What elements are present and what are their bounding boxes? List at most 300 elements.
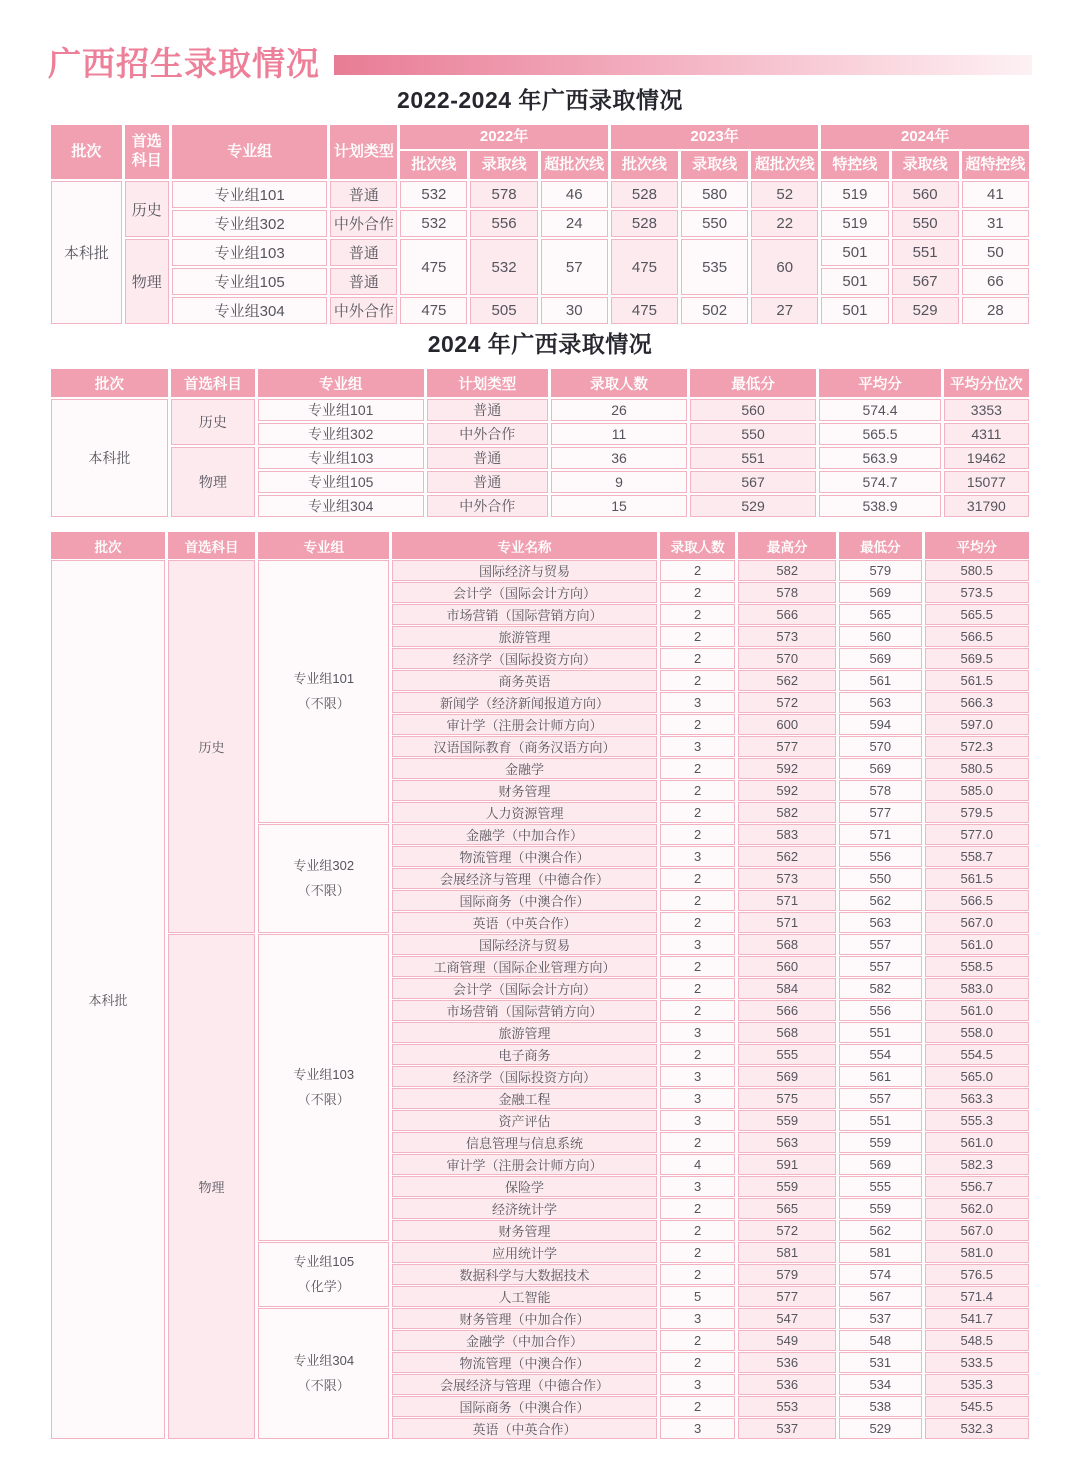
column-header: 专业名称 [392,532,656,559]
score-cell: 475 [611,297,678,324]
score-cell: 532 [470,239,537,295]
year-header: 2024年 [821,125,1029,149]
major-name-cell: 人力资源管理 [392,802,656,823]
subject-cell: 历史 [168,560,255,933]
stat-cell: 31790 [944,495,1029,517]
table-row [51,125,1029,149]
stat-cell: 597.0 [925,714,1030,735]
score-cell: 505 [470,297,537,324]
stat-cell: 2 [660,1264,736,1285]
score-cell: 66 [962,268,1029,295]
stat-cell: 554 [839,1044,921,1065]
stat-cell: 15077 [944,471,1029,493]
stat-cell: 579.5 [925,802,1030,823]
major-name-cell: 旅游管理 [392,626,656,647]
stat-cell: 572 [738,692,836,713]
table-row [51,369,1029,397]
stat-cell: 566 [738,604,836,625]
stat-cell: 569 [839,582,921,603]
plan-type-cell: 普通 [330,181,397,208]
stat-cell: 567 [690,471,816,493]
stat-cell: 566.3 [925,692,1030,713]
plan-type-cell: 普通 [330,239,397,266]
score-cell: 550 [681,210,748,237]
score-cell: 57 [541,239,608,295]
column-header: 首选科目 [171,369,255,397]
stat-cell: 583 [738,824,836,845]
stat-cell: 556.7 [925,1176,1030,1197]
plan-type-cell: 中外合作 [330,210,397,237]
stat-cell: 580.5 [925,758,1030,779]
stat-cell: 3 [660,846,736,867]
stat-cell: 566.5 [925,890,1030,911]
column-header: 首选科目 [168,532,255,559]
score-cell: 556 [470,210,537,237]
stat-cell: 2 [660,978,736,999]
group-cell: 专业组105 [172,268,327,295]
column-header: 首选科目 [125,125,169,179]
stat-cell: 557 [839,1088,921,1109]
stat-cell: 536 [738,1352,836,1373]
plan-type-cell: 中外合作 [330,297,397,324]
stat-cell: 592 [738,758,836,779]
stat-cell: 2 [660,1044,736,1065]
group-cell: 专业组302 [258,423,424,445]
stat-cell: 551 [690,447,816,469]
major-name-cell: 应用统计学 [392,1242,656,1263]
stat-cell: 581.0 [925,1242,1030,1263]
stat-cell: 549 [738,1330,836,1351]
title-decoration-bar [334,55,1032,75]
table-row [51,934,1029,955]
score-cell: 60 [751,239,818,295]
stat-cell: 569 [839,758,921,779]
stat-cell: 3 [660,1418,736,1439]
table-row [51,399,1029,421]
stat-cell: 2 [660,582,736,603]
group-cell: 专业组103 [258,447,424,469]
column-header: 录取人数 [551,369,687,397]
score-cell: 475 [400,297,467,324]
stat-cell: 538.9 [819,495,941,517]
stat-cell: 545.5 [925,1396,1030,1417]
table-row [51,297,1029,324]
stat-cell: 3 [660,1308,736,1329]
stat-cell: 3 [660,1176,736,1197]
stat-cell: 15 [551,495,687,517]
stat-cell: 582.3 [925,1154,1030,1175]
stat-cell: 575 [738,1088,836,1109]
stat-cell: 592 [738,780,836,801]
stat-cell: 569.5 [925,648,1030,669]
table-row [51,532,1029,559]
stat-cell: 3 [660,1088,736,1109]
stat-cell: 594 [839,714,921,735]
stat-cell: 562 [738,846,836,867]
stat-cell: 561.0 [925,1132,1030,1153]
major-name-cell: 财务管理 [392,780,656,801]
score-cell: 501 [821,268,888,295]
stat-cell: 2 [660,890,736,911]
group-cell [258,1242,389,1307]
stat-cell: 2 [660,1242,736,1263]
major-name-cell: 会展经济与管理（中德合作） [392,1374,656,1395]
stat-cell: 571 [738,890,836,911]
stat-cell: 529 [839,1418,921,1439]
stat-cell: 2 [660,1330,736,1351]
year-header: 2023年 [611,125,819,149]
table-row [51,560,1029,581]
batch-cell: 本科批 [51,399,168,517]
stat-cell: 555 [839,1176,921,1197]
stat-cell: 577 [738,736,836,757]
column-subheader: 录取线 [892,151,959,179]
score-cell: 560 [892,181,959,208]
stat-cell: 568 [738,1022,836,1043]
table-row [51,181,1029,208]
major-name-cell: 财务管理 [392,1220,656,1241]
group-cell [258,560,389,823]
stat-cell: 2 [660,868,736,889]
plan-type-cell: 中外合作 [427,495,549,517]
major-name-cell: 市场营销（国际营销方向） [392,1000,656,1021]
score-cell: 22 [751,210,818,237]
stat-cell: 2 [660,1352,736,1373]
major-name-cell: 金融学（中加合作） [392,824,656,845]
stat-cell: 2 [660,1396,736,1417]
stat-cell: 584 [738,978,836,999]
stat-cell: 580.5 [925,560,1030,581]
column-subheader: 录取线 [470,151,537,179]
stat-cell: 579 [738,1264,836,1285]
major-name-cell: 英语（中英合作） [392,912,656,933]
group-name: 专业组302 [293,857,355,873]
score-cell: 528 [611,181,678,208]
stat-cell: 559 [839,1132,921,1153]
stat-cell: 5 [660,1286,736,1307]
major-name-cell: 工商管理（国际企业管理方向） [392,956,656,977]
column-header: 批次 [51,369,168,397]
stat-cell: 2 [660,824,736,845]
stat-cell: 529 [690,495,816,517]
score-cell: 528 [611,210,678,237]
score-cell: 578 [470,181,537,208]
year-header: 2022年 [400,125,608,149]
major-name-cell: 金融工程 [392,1088,656,1109]
stat-cell: 572 [738,1220,836,1241]
score-cell: 31 [962,210,1029,237]
stat-cell: 566.5 [925,626,1030,647]
major-name-cell: 电子商务 [392,1044,656,1065]
major-name-cell: 人工智能 [392,1286,656,1307]
score-cell: 532 [400,181,467,208]
table-2024-admissions-by-major [48,531,1032,1440]
stat-cell: 550 [690,423,816,445]
stat-cell: 563.3 [925,1088,1030,1109]
stat-cell: 577.0 [925,824,1030,845]
major-name-cell: 经济统计学 [392,1198,656,1219]
stat-cell: 561 [839,670,921,691]
stat-cell: 533.5 [925,1352,1030,1373]
stat-cell: 36 [551,447,687,469]
major-name-cell: 经济学（国际投资方向） [392,1066,656,1087]
stat-cell: 578 [738,582,836,603]
stat-cell: 2 [660,1220,736,1241]
group-note: （不限） [297,882,350,898]
stat-cell: 558.7 [925,846,1030,867]
score-cell: 24 [541,210,608,237]
stat-cell: 581 [738,1242,836,1263]
stat-cell: 3 [660,1022,736,1043]
stat-cell: 3 [660,934,736,955]
stat-cell: 3353 [944,399,1029,421]
stat-cell: 556 [839,1000,921,1021]
column-subheader: 录取线 [681,151,748,179]
stat-cell: 561.0 [925,934,1030,955]
stat-cell: 536 [738,1374,836,1395]
score-cell: 27 [751,297,818,324]
stat-cell: 573.5 [925,582,1030,603]
column-header: 平均分位次 [944,369,1029,397]
stat-cell: 558.5 [925,956,1030,977]
score-cell: 532 [400,210,467,237]
stat-cell: 3 [660,736,736,757]
major-name-cell: 保险学 [392,1176,656,1197]
stat-cell: 563 [738,1132,836,1153]
stat-cell: 570 [839,736,921,757]
stat-cell: 535.3 [925,1374,1030,1395]
column-subheader: 超批次线 [751,151,818,179]
stat-cell: 4311 [944,423,1029,445]
stat-cell: 558.0 [925,1022,1030,1043]
stat-cell: 569 [839,1154,921,1175]
stat-cell: 3 [660,1110,736,1131]
stat-cell: 2 [660,714,736,735]
stat-cell: 581 [839,1242,921,1263]
major-name-cell: 财务管理（中加合作） [392,1308,656,1329]
table-row [51,210,1029,237]
stat-cell: 600 [738,714,836,735]
subject-cell: 历史 [125,181,169,237]
plan-type-cell: 普通 [427,399,549,421]
group-note: （化学） [297,1278,350,1294]
stat-cell: 2 [660,780,736,801]
stat-cell: 560 [690,399,816,421]
stat-cell: 572.3 [925,736,1030,757]
group-cell [258,824,389,933]
group-cell: 专业组304 [172,297,327,324]
stat-cell: 571 [738,912,836,933]
table-2022-2024-admissions [48,123,1032,326]
stat-cell: 19462 [944,447,1029,469]
stat-cell: 569 [738,1066,836,1087]
stat-cell: 2 [660,626,736,647]
stat-cell: 574.7 [819,471,941,493]
column-header: 平均分 [925,532,1030,559]
major-name-cell: 资产评估 [392,1110,656,1131]
group-note: （不限） [297,695,350,711]
group-name: 专业组304 [293,1352,355,1368]
stat-cell: 556 [839,846,921,867]
stat-cell: 537 [738,1418,836,1439]
major-name-cell: 金融学 [392,758,656,779]
stat-cell: 555 [738,1044,836,1065]
stat-cell: 2 [660,604,736,625]
stat-cell: 554.5 [925,1044,1030,1065]
stat-cell: 551 [839,1022,921,1043]
stat-cell: 561.0 [925,1000,1030,1021]
stat-cell: 569 [839,648,921,669]
column-subheader: 批次线 [611,151,678,179]
major-name-cell: 会计学（国际会计方向） [392,978,656,999]
group-name: 专业组101 [293,670,355,686]
column-subheader: 特控线 [821,151,888,179]
subject-cell: 物理 [168,934,255,1439]
stat-cell: 591 [738,1154,836,1175]
stat-cell: 553 [738,1396,836,1417]
stat-cell: 559 [738,1110,836,1131]
stat-cell: 547 [738,1308,836,1329]
column-header: 专业组 [258,532,389,559]
stat-cell: 565.0 [925,1066,1030,1087]
stat-cell: 577 [738,1286,836,1307]
group-cell: 专业组105 [258,471,424,493]
stat-cell: 582 [738,560,836,581]
major-name-cell: 商务英语 [392,670,656,691]
score-cell: 41 [962,181,1029,208]
score-cell: 567 [892,268,959,295]
major-name-cell: 会展经济与管理（中德合作） [392,868,656,889]
group-cell [258,1308,389,1439]
column-header: 专业组 [172,125,327,179]
stat-cell: 563 [839,912,921,933]
major-name-cell: 经济学（国际投资方向） [392,648,656,669]
subject-cell: 物理 [171,447,255,517]
group-note: （不限） [297,1091,350,1107]
score-cell: 475 [400,239,467,295]
stat-cell: 2 [660,670,736,691]
stat-cell: 2 [660,1000,736,1021]
column-header: 批次 [51,532,165,559]
stat-cell: 563.9 [819,447,941,469]
stat-cell: 583.0 [925,978,1030,999]
stat-cell: 2 [660,1198,736,1219]
stat-cell: 573 [738,868,836,889]
major-name-cell: 金融学（中加合作） [392,1330,656,1351]
major-name-cell: 国际商务（中澳合作） [392,1396,656,1417]
plan-type-cell: 普通 [427,471,549,493]
stat-cell: 579 [839,560,921,581]
column-subheader: 批次线 [400,151,467,179]
score-cell: 502 [681,297,748,324]
group-cell: 专业组103 [172,239,327,266]
column-header: 最低分 [690,369,816,397]
stat-cell: 537 [839,1308,921,1329]
score-cell: 550 [892,210,959,237]
stat-cell: 570 [738,648,836,669]
stat-cell: 2 [660,912,736,933]
column-header: 计划类型 [330,125,397,179]
score-cell: 46 [541,181,608,208]
stat-cell: 3 [660,692,736,713]
major-name-cell: 会计学（国际会计方向） [392,582,656,603]
group-name: 专业组105 [293,1253,355,1269]
table1-title: 2022-2024 年广西录取情况 [397,87,683,113]
stat-cell: 565 [738,1198,836,1219]
column-header: 最高分 [738,532,836,559]
stat-cell: 2 [660,758,736,779]
column-header: 专业组 [258,369,424,397]
score-cell: 50 [962,239,1029,266]
stat-cell: 574.4 [819,399,941,421]
major-name-cell: 国际商务（中澳合作） [392,890,656,911]
stat-cell: 551 [839,1110,921,1131]
score-cell: 501 [821,297,888,324]
major-name-cell: 新闻学（经济新闻报道方向） [392,692,656,713]
major-name-cell: 物流管理（中澳合作） [392,846,656,867]
plan-type-cell: 普通 [330,268,397,295]
stat-cell: 550 [839,868,921,889]
table-2024-admissions-summary [48,367,1032,519]
stat-cell: 566 [738,1000,836,1021]
stat-cell: 574 [839,1264,921,1285]
column-header: 计划类型 [427,369,549,397]
stat-cell: 571 [839,824,921,845]
major-name-cell: 信息管理与信息系统 [392,1132,656,1153]
stat-cell: 559 [738,1176,836,1197]
stat-cell: 2 [660,1132,736,1153]
stat-cell: 3 [660,1066,736,1087]
major-name-cell: 英语（中英合作） [392,1418,656,1439]
subject-cell: 物理 [125,239,169,324]
score-cell: 52 [751,181,818,208]
major-name-cell: 审计学（注册会计师方向） [392,714,656,735]
stat-cell: 11 [551,423,687,445]
stat-cell: 2 [660,648,736,669]
stat-cell: 562.0 [925,1198,1030,1219]
stat-cell: 2 [660,802,736,823]
stat-cell: 2 [660,560,736,581]
major-name-cell: 汉语国际教育（商务汉语方向） [392,736,656,757]
stat-cell: 562 [738,670,836,691]
stat-cell: 9 [551,471,687,493]
stat-cell: 559 [839,1198,921,1219]
score-cell: 475 [611,239,678,295]
stat-cell: 573 [738,626,836,647]
major-name-cell: 市场营销（国际营销方向） [392,604,656,625]
stat-cell: 538 [839,1396,921,1417]
stat-cell: 3 [660,1374,736,1395]
score-cell: 28 [962,297,1029,324]
stat-cell: 568 [738,934,836,955]
score-cell: 529 [892,297,959,324]
major-name-cell: 数据科学与大数据技术 [392,1264,656,1285]
group-name: 专业组103 [293,1066,355,1082]
column-header: 批次 [51,125,122,179]
table-row [51,239,1029,266]
score-cell: 580 [681,181,748,208]
major-name-cell: 旅游管理 [392,1022,656,1043]
stat-cell: 560 [839,626,921,647]
group-cell: 专业组101 [172,181,327,208]
stat-cell: 567 [839,1286,921,1307]
stat-cell: 565.5 [925,604,1030,625]
batch-cell: 本科批 [51,181,122,324]
stat-cell: 2 [660,956,736,977]
stat-cell: 561 [839,1066,921,1087]
stat-cell: 560 [738,956,836,977]
score-cell: 535 [681,239,748,295]
